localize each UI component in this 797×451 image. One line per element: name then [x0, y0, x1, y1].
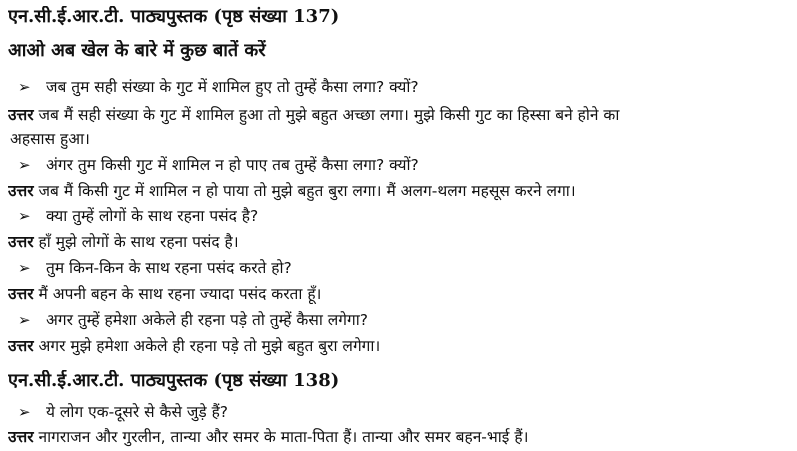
- question-text: तुम किन-किन के साथ रहना पसंद करते हो?: [46, 259, 292, 277]
- answer-label: उत्तर: [8, 428, 34, 446]
- answer-label: उत्तर: [8, 285, 34, 303]
- arrow-icon: ➢: [18, 259, 31, 277]
- section1-heading: एन.सी.ई.आर.टी. पाठ्यपुस्तक (पृष्ठ संख्या 137): [8, 6, 340, 27]
- question-text: जब तुम सही संख्या के गुट में शामिल हुए तो तुम्हें कैसा लगा? क्यों?: [46, 78, 419, 96]
- question-2: [18, 155, 791, 175]
- answer-text: जब मैं सही संख्या के गुट में शामिल हुआ तो मुझे बहुत अच्छा लगा। मुझे किसी गुट का हिस्सा बने होने का: [38, 106, 620, 124]
- answer-4: [8, 284, 791, 304]
- question-text: क्या तुम्हें लोगों के साथ रहना पसंद है?: [46, 207, 259, 225]
- answer-text: मैं अपनी बहन के साथ रहना ज्यादा पसंद करता हूँ।: [38, 285, 322, 303]
- question-5: [18, 310, 791, 330]
- answer-1-continued: अहसास हुआ।: [10, 130, 90, 148]
- arrow-icon: ➢: [18, 311, 31, 329]
- answer-text: हाँ मुझे लोगों के साथ रहना पसंद है।: [38, 233, 239, 251]
- section1-subheading: आओ अब खेल के बारे में कुछ बातें करें: [8, 40, 266, 61]
- answer-2: [8, 181, 791, 201]
- question-3: [18, 206, 791, 226]
- answer-3: [8, 232, 791, 252]
- question-text: अंगर तुम किसी गुट में शामिल न हो पाए तब तुम्हें कैसा लगा? क्यों?: [46, 156, 419, 174]
- answer-5: [8, 336, 791, 356]
- answer-label: उत्तर: [8, 182, 34, 200]
- question-4: [18, 258, 791, 278]
- question-6: [18, 402, 791, 422]
- section2-heading: एन.सी.ई.आर.टी. पाठ्यपुस्तक (पृष्ठ संख्या 138): [8, 370, 340, 391]
- arrow-icon: ➢: [18, 403, 31, 421]
- answer-label: उत्तर: [8, 337, 34, 355]
- answer-label: उत्तर: [8, 233, 34, 251]
- answer-label: उत्तर: [8, 106, 34, 124]
- answer-text: अगर मुझे हमेशा अकेले ही रहना पड़े तो मुझे बहुत बुरा लगेगा।: [38, 337, 381, 355]
- question-1: [18, 77, 791, 97]
- answer-text: जब मैं किसी गुट में शामिल न हो पाया तो मुझे बहुत बुरा लगा। मैं अलग-थलग महसूस करने लगा।: [38, 182, 576, 200]
- arrow-icon: ➢: [18, 156, 31, 174]
- question-text: अगर तुम्हें हमेशा अकेले ही रहना पड़े तो तुम्हें कैसा लगेगा?: [46, 311, 368, 329]
- question-text: ये लोग एक-दूसरे से कैसे जुड़े हैं?: [46, 403, 229, 421]
- answer-1: [8, 105, 791, 125]
- arrow-icon: ➢: [18, 78, 31, 96]
- arrow-icon: ➢: [18, 207, 31, 225]
- answer-text: नागराजन और गुरलीन, तान्या और समर के माता-पिता हैं। तान्या और समर बहन-भाई हैं।: [38, 428, 529, 446]
- answer-6: [8, 427, 791, 447]
